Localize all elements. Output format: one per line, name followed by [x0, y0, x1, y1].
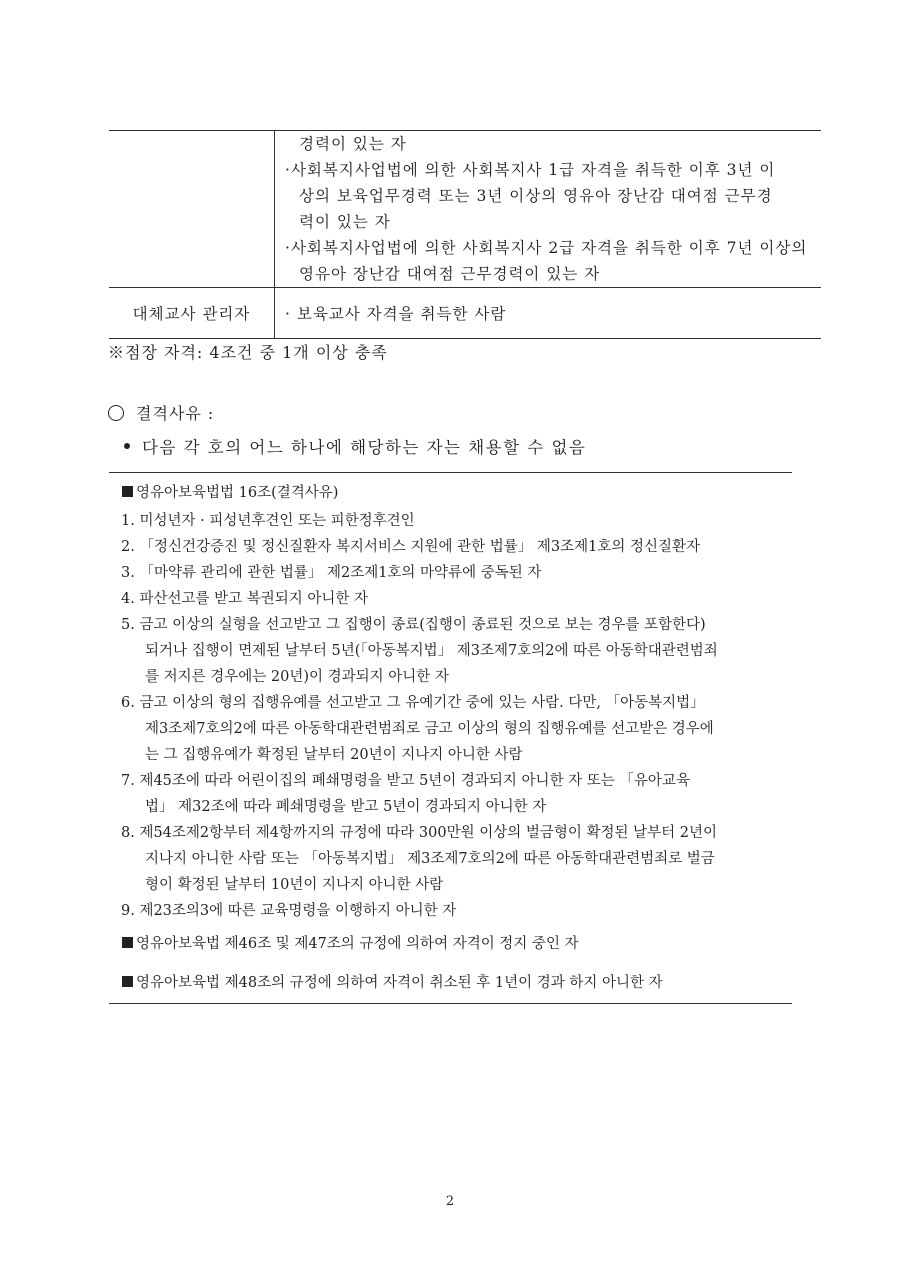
list-item: [121, 560, 541, 586]
list-item-number: 8.: [121, 825, 135, 841]
bullet-marker: ·: [285, 161, 291, 179]
list-item: [121, 768, 690, 820]
list-item-line: [121, 612, 718, 638]
substitute-desc-cell: · 보육교사 자격을 취득한 사람: [275, 288, 822, 339]
list-item: [121, 690, 714, 768]
list-item-text-continued: 되거나 집행이 면제된 날부터 5년(「아동복지법」 제3조제7호의2에 따른 아동학대관련범죄: [145, 643, 718, 659]
qualification-table: [109, 130, 821, 339]
disqualification-title-text: 결격사유 :: [136, 404, 215, 423]
list-item-line: [121, 690, 714, 716]
black-square-icon: [122, 976, 133, 987]
list-item: [121, 898, 456, 924]
law-heading-text: 영유아보육법법 16조(결격사유): [136, 485, 339, 501]
qualification-desc-cell: [275, 131, 822, 288]
list-item-number: 5.: [121, 617, 135, 633]
bullet-text-continued: 력이 있는 자: [299, 213, 391, 231]
list-item: [121, 508, 415, 534]
list-item: [121, 612, 718, 690]
list-item-text-continued: 형이 확정된 날부터 10년이 지나지 아니한 사람: [145, 877, 444, 893]
list-item-text: 제23조의3에 따른 교육명령을 이행하지 아니한 자: [139, 903, 457, 919]
list-item-text-continued: 는 그 집행유예가 확정된 날부터 20년이 지나지 아니한 사람: [145, 747, 523, 763]
qualification-row-substitute: [109, 288, 821, 339]
list-item-text: 제54조제2항부터 제4항까지의 규정에 따라 300만원 이상의 벌금형이 확정된 날부터 2년이: [139, 825, 717, 841]
list-item-text: 「마약류 관리에 관한 법률」 제2조제1호의 마약류에 중독된 자: [139, 565, 542, 581]
list-item-line: [121, 898, 456, 924]
black-square-icon: [122, 486, 133, 497]
list-item-line: [121, 820, 717, 846]
page-number: 2: [445, 1194, 455, 1209]
law-heading: [122, 481, 338, 502]
bullet-text-continued: 상의 보육업무경력 또는 3년 이상의 영유아 장난감 대여점 근무경: [299, 187, 773, 205]
black-square-icon: [122, 937, 133, 948]
continued-line: 경력이 있는 자: [299, 135, 407, 153]
list-item-line: [121, 586, 368, 612]
list-item-number: 3.: [121, 565, 135, 581]
bullet-marker: ·: [285, 239, 291, 257]
bullet-text: 사회복지사업법에 의한 사회복지사 2급 자격을 취득한 이후 7년 이상의: [290, 239, 808, 257]
list-item-text: 금고 이상의 실형을 선고받고 그 집행이 종료(집행이 종료된 것으로 보는 경우를 포함한다): [139, 617, 706, 633]
list-item-line: [121, 560, 541, 586]
list-item: [121, 534, 700, 560]
disqualification-box: [109, 472, 792, 1004]
disqualification-title: [108, 401, 214, 424]
list-item-number: 1.: [121, 513, 135, 529]
list-item-number: 2.: [121, 539, 135, 555]
list-item-text: 미성년자 · 피성년후견인 또는 피한정후견인: [139, 513, 415, 529]
store-manager-note: ※점장 자격: 4조건 중 1개 이상 충족: [108, 343, 388, 362]
list-item: [121, 586, 368, 612]
qualification-bullet: [285, 235, 815, 261]
list-item-number: 7.: [121, 773, 135, 789]
list-item-text: 「정신건강증진 및 정신질환자 복지서비스 지원에 관한 법률」 제3조제1호의 정신질환자: [139, 539, 701, 555]
bullet-text: 사회복지사업법에 의한 사회복지사 1급 자격을 취득한 이후 3년 이: [290, 161, 776, 179]
list-item-line: [121, 768, 690, 794]
list-item-text-continued: 지나지 아니한 사람 또는 「아동복지법」 제3조제7호의2에 따른 아동학대관련범죄로 벌금: [145, 851, 715, 867]
suspension-heading-text: 영유아보육법 제46조 및 제47조의 규정에 의하여 자격이 정지 중인 자: [136, 936, 579, 952]
list-item-text: 금고 이상의 형의 집행유예를 선고받고 그 유예기간 중에 있는 사람. 다만, 「아동복지법」: [139, 695, 705, 711]
list-item-text-continued: 제3조제7호의2에 따른 아동학대관련범죄로 금고 이상의 형의 집행유예를 선고받은 경우에: [145, 721, 714, 737]
list-item-number: 9.: [121, 903, 135, 919]
list-item-line: [121, 508, 415, 534]
suspension-heading: [122, 932, 579, 953]
list-item-text-continued: 를 저지른 경우에는 20년)이 경과되지 아니한 자: [145, 669, 449, 685]
role-cell-empty: [109, 131, 275, 288]
list-item-number: 4.: [121, 591, 135, 607]
dot-bullet-icon: [124, 443, 130, 449]
list-item-text: 파산선고를 받고 복권되지 아니한 자: [139, 591, 368, 607]
revocation-heading-text: 영유아보육법 제48조의 규정에 의하여 자격이 취소된 후 1년이 경과 하지 아니한 자: [136, 975, 663, 991]
list-item-text-continued: 법」 제32조에 따라 폐쇄명령을 받고 5년이 경과되지 아니한 자: [145, 799, 547, 815]
list-item-number: 6.: [121, 695, 135, 711]
list-item-line: [121, 534, 700, 560]
revocation-heading: [122, 971, 663, 992]
circle-bullet-icon: [108, 405, 124, 421]
bullet-text-continued: 영유아 장난감 대여점 근무경력이 있는 자: [299, 265, 601, 283]
qualification-row-manager: [109, 131, 821, 288]
disqualification-intro-text: 다음 각 호의 어느 하나에 해당하는 자는 채용할 수 없음: [142, 438, 587, 457]
disqualification-intro: [124, 434, 586, 458]
qualification-bullet: [285, 157, 815, 183]
list-item-text: 제45조에 따라 어린이집의 폐쇄명령을 받고 5년이 경과되지 아니한 자 또는 「유아교육: [139, 773, 690, 789]
list-item: [121, 820, 717, 898]
role-cell-substitute-manager: 대체교사 관리자: [109, 288, 275, 339]
